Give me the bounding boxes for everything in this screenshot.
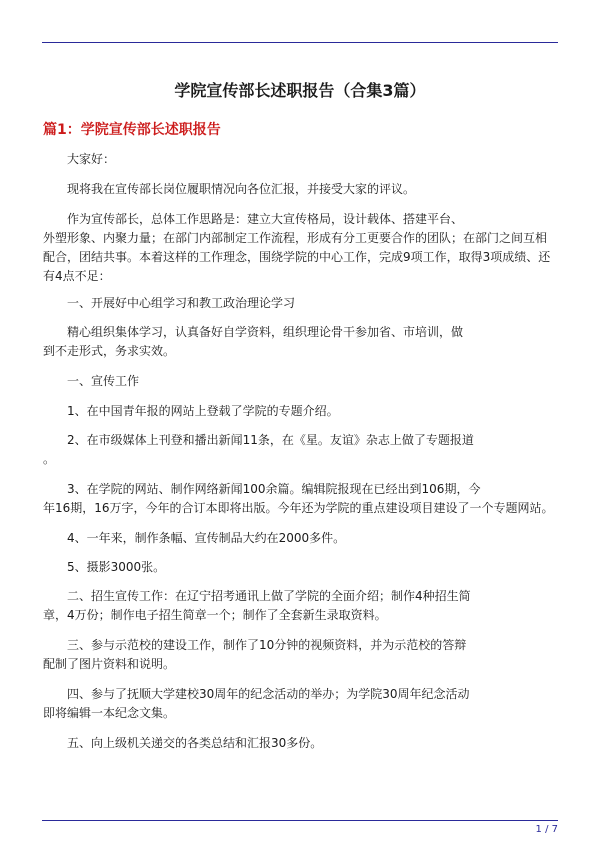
paragraph-intro — [43, 180, 563, 199]
paragraph-line: 4、一年来，制作条幅、宣传制品大约在2000多件。 — [67, 531, 346, 545]
paragraph-line: 2、在市级媒体上刊登和播出新闻11条，在《星。友谊》杂志上做了专题报道 — [67, 433, 474, 447]
paragraph-line: 即将编辑一本纪念文集。 — [43, 706, 176, 720]
paragraph-line: 四、参与了抚顺大学建校30周年的纪念活动的举办；为学院30周年纪念活动 — [67, 687, 470, 701]
paragraph-anniversary — [43, 685, 563, 723]
paragraph-line: 现将我在宣传部长岗位履职情况向各位汇报，并接受大家的评议。 — [67, 182, 416, 196]
paragraph-work-approach — [43, 210, 563, 286]
page-indicator: 1 / 7 — [535, 824, 558, 835]
paragraph-line: 有4点不足： — [43, 269, 111, 283]
paragraph-line: 3、在学院的网站、制作网络新闻100余篇。编辑院报现在已经出到106期，今 — [67, 482, 481, 496]
paragraph-enrollment — [43, 587, 563, 625]
document-title: 学院宣传部长述职报告（合集3篇） — [174, 81, 426, 100]
paragraph-line: 。 — [43, 452, 56, 466]
paragraph-item-1 — [43, 402, 563, 421]
top-divider — [42, 42, 558, 43]
paragraph-line: 五、向上级机关递交的各类总结和汇报30多份。 — [67, 736, 323, 750]
paragraph-line: 作为宣传部长，总体工作思路是：建立大宣传格局，设计载体、搭建平台、 — [67, 212, 464, 226]
paragraph-item-5 — [43, 558, 563, 577]
paragraph-line: 大家好： — [67, 152, 116, 166]
paragraph-line: 章，4万份；制作电子招生简章一个；制作了全套新生录取资料。 — [43, 608, 387, 622]
paragraph-line: 配合，团结共事。本着这样的工作理念，围绕学院的中心工作，完成9项工作，取得3项成绩、还 — [43, 250, 551, 264]
paragraph-line: 配制了图片资料和说明。 — [43, 657, 176, 671]
paragraph-greeting — [43, 150, 563, 169]
paragraph-line: 5、摄影3000张。 — [67, 560, 166, 574]
paragraph-line: 1、在中国青年报的网站上登载了学院的专题介绍。 — [67, 404, 339, 418]
paragraph-line: 三、参与示范校的建设工作，制作了10分钟的视频资料，并为示范校的答辩 — [67, 638, 467, 652]
paragraph-line: 年16期，16万字，今年的合订本即将出版。今年还为学院的重点建设项目建设了一个专题网站。 — [43, 501, 554, 515]
paragraph-reports — [43, 734, 563, 753]
paragraph-study-heading — [43, 294, 563, 313]
paragraph-item-4 — [43, 529, 563, 548]
section-heading: 篇1：学院宣传部长述职报告 — [43, 122, 221, 138]
bottom-divider — [42, 820, 558, 821]
paragraph-publicity-heading — [43, 372, 563, 391]
paragraph-line: 外塑形象、内聚力量；在部门内部制定工作流程，形成有分工更要合作的团队；在部门之间互相 — [43, 231, 548, 245]
paragraph-line: 一、宣传工作 — [67, 374, 140, 388]
paragraph-item-3 — [43, 480, 563, 518]
paragraph-line: 二、招生宣传工作：在辽宁招考通讯上做了学院的全面介绍；制作4种招生简 — [67, 589, 471, 603]
paragraph-line: 精心组织集体学习，认真备好自学资料，组织理论骨干参加省、市培训，做 — [67, 325, 464, 339]
paragraph-item-2 — [43, 431, 563, 469]
paragraph-line: 到不走形式，务求实效。 — [43, 344, 176, 358]
paragraph-study-detail — [43, 323, 563, 361]
paragraph-line: 一、开展好中心组学习和教工政治理论学习 — [67, 296, 296, 310]
paragraph-demo-school — [43, 636, 563, 674]
